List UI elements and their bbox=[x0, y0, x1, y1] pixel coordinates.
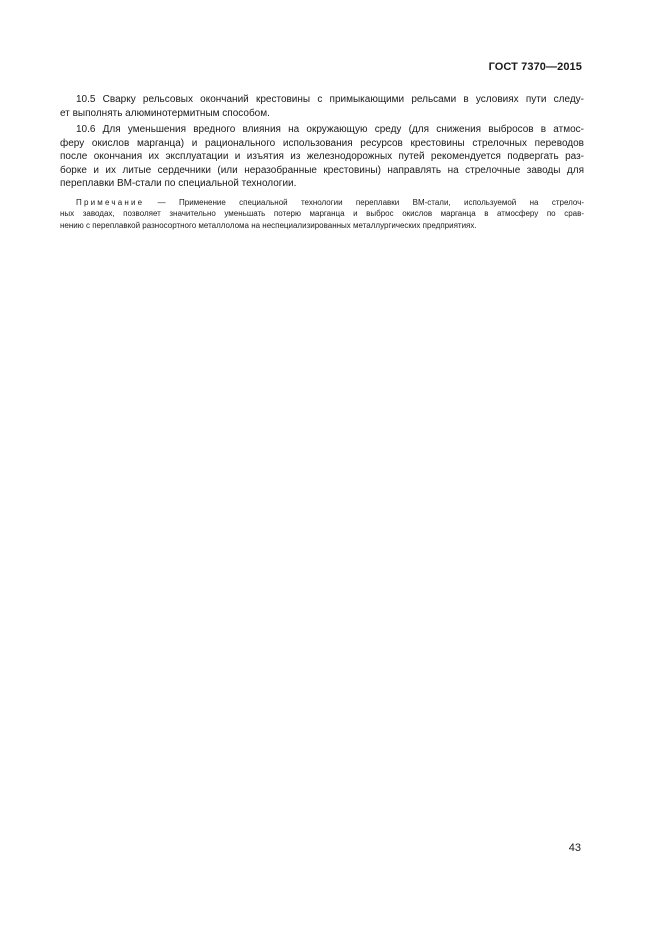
note-first-line bbox=[76, 197, 584, 209]
note-line: ных заводах, позволяет значительно уменьшать потерю марганца и выброс окислов марганца в атмосферу по срав- bbox=[60, 209, 584, 218]
text-line: 10.5 Сварку рельсовых окончаний крестовины с примыкающими рельсами в условиях пути следу- bbox=[76, 94, 584, 105]
note-text: — Применение специальной технологии переплавки ВМ-стали, используемой на стрелоч- bbox=[144, 197, 584, 207]
text-line: переплавки ВМ-стали по специальной технологии. bbox=[60, 178, 297, 189]
document-code-header: ГОСТ 7370—2015 bbox=[488, 61, 582, 73]
text-line: феру окислов марганца) и рационального использования ресурсов крестовины стрелочных переводов bbox=[60, 137, 584, 149]
paragraph-10-6 bbox=[60, 123, 584, 191]
document-body bbox=[60, 93, 584, 231]
paragraph-10-5 bbox=[60, 93, 584, 120]
text-line: 10.6 Для уменьшения вредного влияния на окружающую среду (для снижения выбросов в атмос- bbox=[76, 124, 584, 135]
text-line: борке и их литые сердечники (или неразобранные крестовины) направлять на стрелочные заводы для bbox=[60, 164, 584, 176]
page-number: 43 bbox=[568, 842, 581, 854]
text-line: после окончания их эксплуатации и изъятия из железнодорожных путей рекомендуется подвергать раз- bbox=[60, 151, 584, 162]
text-line: ет выполнять алюминотермитным способом. bbox=[60, 107, 270, 119]
note-label: Примечание bbox=[76, 197, 145, 207]
note-line: нению с переплавкой разносортного металлолома на неспециализированных металлургических предприятиях. bbox=[60, 220, 477, 230]
note-block bbox=[60, 197, 584, 232]
